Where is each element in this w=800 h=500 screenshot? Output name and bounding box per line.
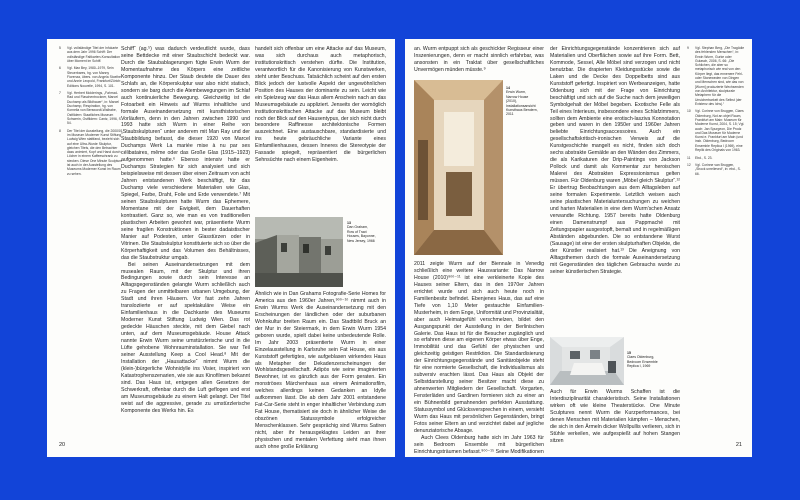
photo-narrow-house xyxy=(414,80,503,255)
figure-caption-13: 13 Dan Graham, Row of Tract Houses, Bayonne, New Jersey, 1966 xyxy=(347,221,376,243)
paragraph: 2011 zeigte Wurm auf der Biennale in Venedig schließlich eine weitere Hausvariante: Das Narrow House (2010)⁹⁰⁰⁻¹¹ ist eine verkleinerte Kopie des Hauses seiner Eltern, das in den 1970er Jahren errichtet wurde und sich auch heute noch in Familienbesitz befindet. Ebenjenes Haus, das auf eine Tiefe von 1,10 Meter gestauchte Einfamilien-Musterheim, in dem Enge, Uniformität und Provinzialität, aber auch Heimatgefühl verschmelzen, bildet den Ausgangspunkt der Ausstellung in der Berlinischen Galerie. Das Haus ist für die Besucher zugänglich und so erfahren diese am eigenen Körper etwas über Enge, Immobilität und das Gefühl der physischen und gleichzeitig geistigen Restriktion. Die Standardisierung der Einrichtungsgegenstände und Sanitärobjekte steht für eine normierte Gesellschaft, die Individualismus als subversiv erachten lässt. Das Haus als Objekt der Selbstdarstellung seiner Besitzer macht diese zu ahnenwerten Mitgliedern der Gesellschaft. Vorgarten, Fensterläden und Gardinen formieren sich zu einer an ein Bühnenbild gemahnenden perfekten Ausstattung. Statussymbol und Glücksversprechen in einem, versieht Wurm das Haus mit persönlichen Gegenständen, bringt Fotos seiner Eltern an und verzichtet dabei auf jegliche denunziatorische Absage. xyxy=(414,261,544,434)
footnote: 11 Ebd., S. 23. xyxy=(687,155,713,160)
footnote: 5 Vgl. vollständige Titel der Infokarte aus dem Jahr 1996 Schiff: Der vollständige Faltkarten-Konsultation über Moment im Schiff. xyxy=(59,46,120,63)
tract-houses-image xyxy=(255,217,343,287)
body-column-2-top xyxy=(255,46,386,218)
page-number: 20 xyxy=(59,442,66,448)
footnotes-right xyxy=(687,46,745,179)
footnote: 7 Vgl. Herbert Molderings, „Fahrrad-Rad und Flaschentrockner, Marcel Duchamp als Bildhauer“, in: Marcel Duchamp, Respiration, hg. von Kornelia von Berswordt-Wallrabe, Ostfildern: Staatliches Museum Schwerin, Ostfildern: Cantz, 1996, S. 54. xyxy=(59,91,122,126)
body-column-1 xyxy=(121,46,250,444)
footnote: 10 Vgl. Corinne von Bruggen, Claes Oldenburg, Not an objet Raum, Frankfurt am Main: Museum für Moderne Kunst, 2004, S. 15; Vgl. auch: Jan Spurgeon, Die Prodz und Das Museum für Moderne Kunst e. Frankfurt am Main (und insb. Oldenburg, Bedroom Ensemble Replica I (1969), eine Replik des Originals von 1963. xyxy=(687,109,745,153)
body-column-2-top xyxy=(550,46,680,334)
body-column-1-top xyxy=(414,46,544,74)
body-column-2-bottom xyxy=(550,389,680,443)
narrow-house-image xyxy=(414,80,503,255)
paragraph: handelt sich offenbar um eine Attacke auf das Museum, was sich durchaus auch metaphorisch, institutionskritisch verstehen dürfte. Die Institution, verantwortlich für die Kanonisierung von Kunstwerken, steht unter Beschuss. Tatsächlich scheint auf den ersten Blick jedoch der lustvolle Aspekt der ungewöhnlichen Position des Hauses der dominante zu sein. Leicht wie ein Spielzeug war das Haus allem Anschein nach an das Museumsgebäude zu appliziert. Jenseits der womöglich institutionskritischen Attacke auf das Museum bleibt noch der Blick auf den Hausentypus, der sich nicht durch besondere Raffinesse architektonische Formen auszeichnet. Eine austauschbare, standardisierte und ins heute gebräuchliche Variante eines Einfamilienhauses, dessen Inneres die Stereotypie der Fassade spiegelt, repräsentiert die bürgerlichen Sehnsüchte nach einem Eigenheim. xyxy=(255,46,386,164)
photo-row-of-tract-houses xyxy=(255,217,343,287)
paragraph: an. Wurm entpuppt sich als geschickter Regisseur einer Inszenierungen, denn er macht sinnlich erfahrbar, was ansonsten in ein Traktat über gesellschaftliches Unvermögen münden müsste.⁹ xyxy=(414,46,544,73)
paragraph: der Einrichtungsgegenstände konzentrieren sich auf Materialien und Oberflächen sowie auf ihre Form. Bett, Kommode, Sessel, Alle Möbel sind verzogen und nicht benutzbar. Die drapierten Kleidungsstücke sowie die Laken und die Decke des Doppelbetts sind aus Kunststoff gefertigt. Inspiriert von Werbeanzeigen, hatte Oldenburg sich mit der Frage von Einrichtung beschäftigt und sich auf die Suche nach dem jeweiligen Symbolgehalt der Möbel begeben. Exotische Felle als Teil eines Interieurs, insbesondere eines Schlafzimmers, sollten dem Ambiente eine erotisch-lasziva Konnotation geben und waren in den 1950er und 1960er Jahren beliebte Einrichtungsaccessoires. Auch ein gesellschaftskritisch-ironischen Verweis auf die Kunstgeschichte mangelt es nicht, finden sich doch sechs abstrakte Gemälde an den Wänden des Zimmers, die als Karikaturen der Drip-Paintings von Jackson Pollock und damit als Kommentar zur heroischen Malerei des Abstrakten Expressionismus gelten müssen. Für Oldenburg waren „Möbel gleich Skulptur“.¹² Er übertrug Beobachtungen aus dem Alltagsleben auf seine formalen Experimente. Letztlich weisen auch seine plastischen Materialuntersuchungen zu weichen und harten Materialien in eine dem Wurm’schen Ansatz verwandte Richtung. 1957 bereits hatte Oldenburg einen Damenstrumpf aus Pappmaché mit Zeitungspapier ausgestopft, bemalt und in regelmäßigen Abständen abgebunden. Die so entstandene Wurst (Sausage) ist eine der ersten skulpturhaften Objekte, die der Künstler realisiert hat.¹³ Die Aneignung von Alltagsthemen durch die formale Auseinandersetzung mit Gegenständen des täglichen Gebrauchs wurde zu seiner künstlerischen Strategie. xyxy=(550,46,680,275)
paragraph: Schiff“ (ag.⁵) was dadurch verdeutlicht wurde, dass seine Bettdecke mit einer Staubschicht bedeckt war. Durch die Staubablagerungen fügte Erwin Wurm der Momentaufnahme des Körpers eine zeitliche Komponente hinzu. Der Staub deutete die Dauer des Schlafs an, die Körperskulptur war also nicht statisch, sondern sie barg durch die Atembewegungen im Schlaf auch kontinuierliche Bewegung. Gleichzeitig ist die Fotoarbeit ein Hinweis auf Wurms inhaltliche und formale Auseinandersetzung mit kunsthistorischen Vorläufern, denn in den Jahren zwischen 1990 und 1993 hatte sich Wurm in einer Reihe von „Staubskulpturen“ unter anderem mit Man Ray und der Staubbildung befasst, die dieser 1920 von Marcel Duchamps Werk La mariée mise à nu par ses célibataires, même oder das Große Glas (1915–1923) aufgenommen hatte.⁶ Ebenso intensiv hatte er Duchamps Strategien für sich analysiert und sich beispielsweise mit dessen über einen Zeitraum von acht Jahren entstandenen Werk beschäftigt, für das Duchamp viele verschiedene Materialien wie Glas, Spiegel, Farbe, Draht, Folie und Erde verwendete.⁷ Mit seinen Staubskulpturen hatte Wurm das Ephemere, Momentane mit der Ewigkeit, dem Dauerhaften kontrastiert. Ganz so, wie man es von traditionellen plastischen Arbeiten gewohnt war, präsentierte Wurm seine fragilen Konstruktionen in bester dadaistischer Manier auf Podesten, unter Glasstürzen oder in Vitrinen. Die Staubskulptur konstituierte sich so über die Körperhaftigkeit und das Volumen des Behältnisses, das die Staubstruktur umgab. xyxy=(121,46,250,261)
page-number: 21 xyxy=(735,442,742,448)
footnote: 8 Der Titel der Ausstellung, die 2000/01 im Museum Moderner Kunst Stiftung Ludwig Wien stattfand, bezieht sich auf eine Ultra-Wurde Skulptur, gleichen Titels, die den Betrachter dazu animiert, Kopf und Hand durch Löcher in einem Kaffeeschrank zu stecken. Diese One Minute Sculpture ist auch in der Ausstellung des Museums Moderner Kunst im Raum zu sehen. xyxy=(59,128,123,176)
paragraph: Auch Clees Oldenburg hatte sich im Jahr 1963 für sein Bedroom Ensemble mit bürgerlichen Einrichtungsträumen befasst.⁹⁰⁰⁻¹⁵ Seine Modifikationen xyxy=(414,434,544,455)
figure-caption-14: 14 Erwin Wurm, Narrow House (2010), Installationsansicht Kunsthaus Bendern, 2011 xyxy=(506,86,538,117)
bedroom-ensemble-image xyxy=(550,337,624,385)
left-page xyxy=(47,39,395,457)
body-column-1-bottom xyxy=(414,261,544,455)
photo-bedroom-ensemble xyxy=(550,337,624,385)
paragraph: Auch für Erwin Wurms Schaffen ist die Interdisziplinarität charakteristisch. Seine Installationen wirken oft wie kleine Theaterstücke. One Minute Sculptures nennt Wurm die Kurzperformances, bei denen Menschen mit Materialien kämpfen – Menschen, die sich in den Ärmeln dicker Wollpullis verlieren, sich in Stühle verkeilen, wie aufgespießt auf hohen Stangen sitzen xyxy=(550,389,680,444)
footnotes-left xyxy=(59,46,123,179)
footnote: 6 Vgl. Max Bey, 1980–1979, Sein Steuerbares, hg. von Manny Fiorenza, übers. von Angela Stoelhe und Annie Leopold, Frankfurt/Zürich: Editions Nouvelle, 1994, S. 101. xyxy=(59,66,122,88)
right-page xyxy=(405,39,752,457)
footnote: 12 Vgl. Corinne van Bruggen, „Shock unrelieved“, in: ebd., S. 66. xyxy=(687,162,741,176)
paragraph: Bei seinen Auseinandersetzungen mit dem musealen Raum, mit der Skulptur und ihren Bedingungen sowie durch sein Interesse an Alltagsgegenständen gelangte Wurm schließlich auch zu Fragen der unmittelbaren urbanen Umgebung, der Stadt und ihren Häusern. Vor fast zehn Jahren transloziierte er auf spektakuläre Weise ein Einfamilienhaus in die Dachkante des Museums Moderner Kunst Stiftung Ludwig Wien. Das rot gedeckte Häuschen steckte, mit dem Giebel nach unten, auf dem Museumsgebäude. House Attack nannte Erwin Wurm seine umstürzlerische und in die Lüfte gehobene Wohnrauminstallation. Sie war Teil seiner Ausstellung Keep a Cool Head.⁸ Mit der Installation der „Hausattacke“ nimmt Wurm die (klein-)bürgerliche Wohnidylle ins Visier, inspiriert von Katastrophenszenarien, wie sie aus Kinofilmen bekannt sind. Das Haus ist, entgegen allen Gesetzen der Schwerkraft, offenbar durch die Luft geflogen und erst am Museumsgebäude zu einem Halt gelangt. Der Titel weist auf die aggressive, gerade zu umstürzlerische Komponente des Werks hin. Es xyxy=(121,261,250,414)
footnote: 9 Vgl. Stephan Berg, „Die Tragödie des fehlenden Menschen“, in: Erwin Wurm, Gurke oder Gulasch, 2006, S. 66: „Die Schlichen, die aber so metaphorisch wie real von den Körper liegt, das ennenere Fehl- oder Stoneweden von Dingen und Menschen sind, wie das von [Wurm] produzierte Wechsenden von Architektur, skulpturale Metaphern für die Unsicherbarkeit des Selbst (der Existenz des Ichs).“ xyxy=(687,46,745,106)
figure-caption-15: 15 Claes Oldenburg, Bedroom Ensemble Replica I, 1969 xyxy=(627,351,658,369)
paragraph: Ähnlich wie in Dan Grahams Fotografie-Serie Homes for America aus den 1960er Jahren,⁹⁰⁰⁻¹⁰ nimmt auch in Erwin Wurms Werk die Auseinandersetzung mit den Erscheinungen der ländlichen oder der suburbanen Wohnkultur breiten Raum ein. Das Stadtbild Bruck an der Mur in der Steiermark, in dem Erwin Wurm 1954 geboren wurde, spielt dabei keine unbedeutende Rolle. Im Jahr 2003 präsentierte Wurm in einer Einzelausstellung in Karlsruhe sein Fat House, ein aus Kunststoff gefertigtes, wie aufgeblasen wirkendes Haus als Metapher der Dekadenzerscheinungen der Wohlstandsgesellschaft. Adipös wie seine imaginierten Bewohner, ist es gänzlich aus der Form geraten. Ein monströses Märchenhaus aus einem Animationsfilm, welches allerdings keinen Gedanken an Idylle aufkommen lässt. Die ab dem Jahr 2001 entstandene Fat-Car-Serie steht in enger inhaltlicher Verbindung zum Fat House, thematisiert sie doch in ähnlicher Weise die obszönen Statussymbole erfolgreicher Menschenklassen. Sehr gesprächig sind Wurms Satiren nicht, aber ihr herausgeklagtes Leiden an ihrer physischen und mentalen Verfettung sieht man ihnen auch ohne große Erklärung xyxy=(255,291,386,450)
body-column-2-bottom xyxy=(255,291,386,450)
